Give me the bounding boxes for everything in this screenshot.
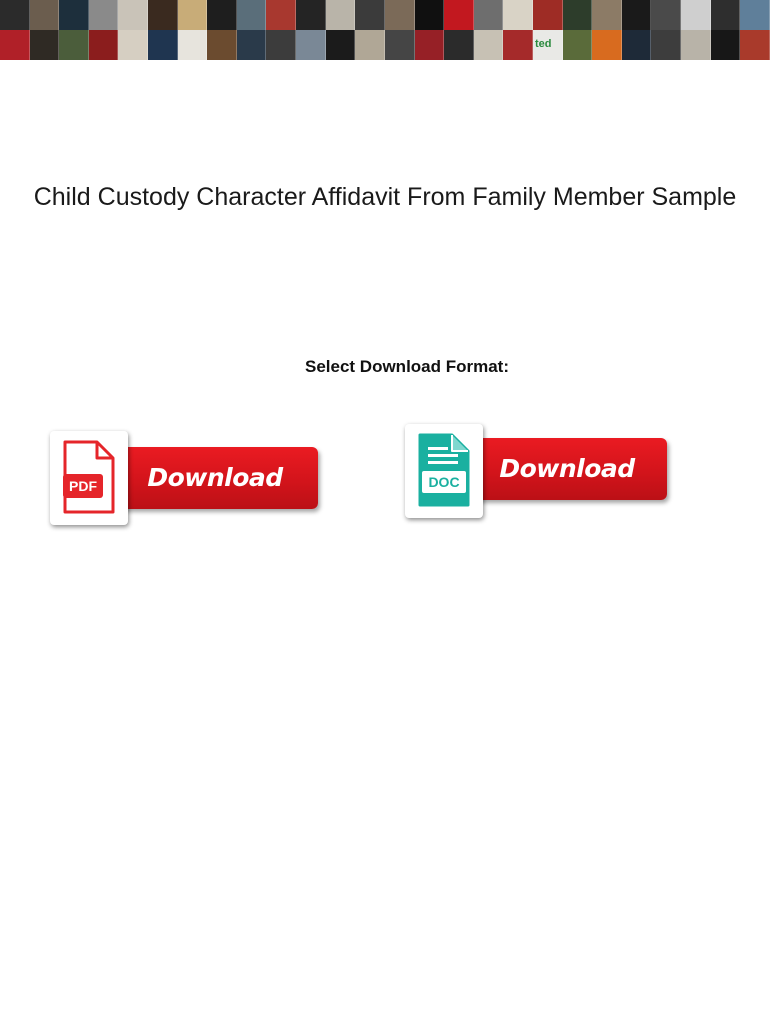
banner-thumbnail xyxy=(711,30,741,60)
download-pdf-button[interactable] xyxy=(50,431,320,527)
banner-thumbnail xyxy=(503,30,533,60)
banner-thumbnail xyxy=(474,0,504,30)
banner-thumbnail xyxy=(444,0,474,30)
banner-thumbnail xyxy=(207,30,237,60)
banner-thumbnail xyxy=(651,30,681,60)
banner-thumbnail xyxy=(30,30,60,60)
banner-thumbnail xyxy=(0,0,30,30)
banner-thumbnail-text: ted xyxy=(534,38,552,50)
banner-thumbnail xyxy=(415,30,445,60)
banner-thumbnail xyxy=(711,0,741,30)
banner-thumbnail xyxy=(563,0,593,30)
banner-thumbnail xyxy=(740,0,770,30)
banner-thumbnail xyxy=(326,30,356,60)
doc-icon-text: DOC xyxy=(428,474,460,490)
banner-thumbnail xyxy=(148,30,178,60)
banner-thumbnail xyxy=(89,30,119,60)
download-pdf-label: Download xyxy=(147,463,283,492)
pdf-icon-text: PDF xyxy=(69,478,97,494)
banner-thumbnail xyxy=(415,0,445,30)
pdf-file-icon xyxy=(50,431,128,525)
banner-thumbnail xyxy=(59,30,89,60)
banner-thumbnail xyxy=(622,30,652,60)
banner-thumbnail xyxy=(207,0,237,30)
banner-thumbnail xyxy=(681,0,711,30)
select-format-label: Select Download Format: xyxy=(304,357,510,376)
page-title: Child Custody Character Affidavit From Family Member Sample xyxy=(33,183,737,211)
banner-thumbnail xyxy=(385,30,415,60)
doc-file-icon xyxy=(405,424,483,518)
banner-thumbnail xyxy=(296,30,326,60)
banner-thumbnail xyxy=(237,30,267,60)
banner-thumbnail xyxy=(503,0,533,30)
download-doc-bar[interactable] xyxy=(467,438,667,500)
download-doc-button[interactable] xyxy=(405,424,670,520)
banner-thumbnail xyxy=(533,30,563,60)
banner-thumbnail xyxy=(740,30,770,60)
banner-thumbnail xyxy=(533,0,563,30)
banner-row-top xyxy=(0,0,770,30)
banner-thumbnail xyxy=(592,30,622,60)
banner-thumbnail xyxy=(178,30,208,60)
banner-thumbnail xyxy=(266,30,296,60)
banner-thumbnail xyxy=(237,0,267,30)
banner-thumbnail xyxy=(326,0,356,30)
banner-row-bottom xyxy=(0,30,770,60)
banner-thumbnail xyxy=(355,30,385,60)
header-banner xyxy=(0,0,770,60)
download-doc-label: Download xyxy=(499,454,635,483)
banner-thumbnail xyxy=(444,30,474,60)
banner-thumbnail xyxy=(651,0,681,30)
banner-thumbnail xyxy=(118,30,148,60)
banner-thumbnail xyxy=(0,30,30,60)
banner-thumbnail xyxy=(266,0,296,30)
banner-thumbnail xyxy=(681,30,711,60)
banner-thumbnail xyxy=(474,30,504,60)
banner-thumbnail xyxy=(355,0,385,30)
banner-thumbnail xyxy=(563,30,593,60)
banner-thumbnail xyxy=(89,0,119,30)
banner-thumbnail xyxy=(30,0,60,30)
banner-thumbnail xyxy=(59,0,89,30)
banner-thumbnail xyxy=(148,0,178,30)
banner-thumbnail xyxy=(118,0,148,30)
banner-thumbnail xyxy=(385,0,415,30)
banner-thumbnail xyxy=(296,0,326,30)
download-pdf-bar[interactable] xyxy=(112,447,318,509)
banner-thumbnail xyxy=(592,0,622,30)
banner-thumbnail xyxy=(622,0,652,30)
banner-thumbnail xyxy=(178,0,208,30)
